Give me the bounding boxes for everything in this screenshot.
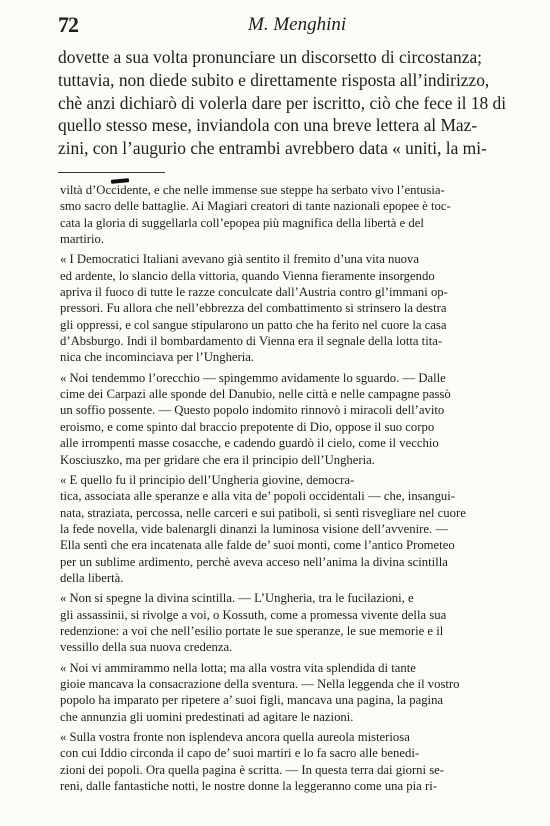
footnote-line: zioni dei popoli. Ora quella pagina è scritta. — In questa terra dai giorni se-	[60, 762, 445, 777]
footnote-line: tica, associata alle speranze e alla vita de’ popoli occidentali — che, insangui-	[60, 489, 456, 504]
footnote-paragraph	[60, 472, 528, 586]
footnote-line: viltà d’Occidente, e che nelle immense sue steppe ha serbato vivo l’entusia-	[60, 183, 445, 197]
footnote-line: ed ardente, lo slancio della vittoria, quando Vienna fieramente insorgendo	[60, 268, 435, 283]
footnote-line: cime dei Carpazi alle sponde del Danubio, nelle città e nelle campagne passò	[60, 387, 451, 402]
main-text-line: dovette a sua volta pronunciare un discorsetto di circostanza;	[58, 47, 482, 67]
footnote-paragraph	[60, 370, 528, 468]
footnote-line: con cui Iddio circonda il capo de’ suoi martiri e lo fa sacro alle benedi-	[60, 746, 420, 761]
footnote-line: popolo ha imparato per ripetere a’ suoi figli, mancava una pagina, la pagina	[60, 693, 444, 708]
footnote-rule	[58, 172, 165, 173]
footnote-line: « Noi tendemmo l’orecchio — spingemmo avidamente lo sguardo. — Dalle	[60, 370, 446, 385]
footnote-paragraph	[60, 251, 528, 365]
footnote-line: martirio.	[60, 232, 105, 247]
footnote-line: « Noi vi ammirammo nella lotta; ma alla vostra vita splendida di tante	[60, 660, 416, 675]
page-number: 72	[58, 12, 78, 37]
footnote-line: « I Democratici Italiani avevano già sentito il fremito d’una vita nuova	[60, 252, 420, 267]
footnote-line: la fede novella, vide balenargli dinanzi la luminosa visione dell’avvenire. —	[60, 521, 449, 536]
footnotes	[60, 182, 528, 794]
footnote-line: alle irrompenti masse cosacche, e cadendo guardò il cielo, come il vecchio	[60, 436, 439, 451]
footnote-line: per un sublime ardimento, perchè aveva acceso nell’anima la divina scintilla	[60, 554, 448, 569]
footnote-line: gioie mancava la consacrazione della sventura. — Nella leggenda che il vostro	[60, 676, 460, 691]
footnote-line: reni, dalle fantastiche notti, le nostre donne la leggeranno come una pia ri-	[60, 779, 437, 794]
main-text-line: chè anzi dichiarò di volerla dare per iscritto, ciò che fece il 18 di	[58, 92, 507, 113]
footnote-line: Ella sentì che era incatenata alle falde de’ suoi monti, come l’antico Prometeo	[60, 538, 455, 553]
main-text-line: zini, con l’augurio che entrambi avrebbero data « uniti, la mi-	[58, 138, 487, 159]
footnote-line: gli assassinii, si rivolge a voi, o Kossuth, come a promessa vivente della sua	[60, 607, 447, 622]
footnote-line: Kosciuszko, ma per gridare che era il principio dell’Ungheria.	[60, 452, 375, 467]
footnote-paragraph	[60, 590, 528, 655]
footnote-paragraph	[60, 660, 528, 725]
footnote-line: cata la gloria di suggellarla coll’epopea più magnifica della libertà e del	[60, 215, 424, 230]
footnote-line: eroismo, e come spinto dal braccio prepotente di Dio, oppose il suo corpo	[60, 419, 435, 434]
footnote-line: che annunzia gli uomini predestinati ad agitare le nazioni.	[60, 709, 354, 724]
main-text	[58, 46, 528, 160]
footnote-line: pressori. Fu allora che nell’ebbrezza del combattimento si strinsero la destra	[60, 301, 447, 316]
footnote-paragraph	[60, 182, 528, 247]
footnote-line: gli oppressi, e col sangue stipularono un patto che ha ferito nel cuore la casa	[60, 317, 447, 332]
main-text-line: tuttavia, non diede subito e direttamente risposta all’indirizzo,	[58, 69, 490, 90]
page-header	[58, 12, 524, 42]
footnote-line: nica che incominciava per l’Ungheria.	[60, 350, 255, 365]
footnote-line: d’Absburgo. Indi il bombardamento di Vienna era il segnale della lotta tita-	[60, 334, 443, 349]
footnote-line: apriva il fuoco di tutte le razze conculcate dall’Austria contro gl’immani op-	[60, 285, 448, 300]
footnote-line: « E quello fu il principio dell’Ungheria giovine, democra-	[60, 472, 355, 487]
footnote-paragraph	[60, 729, 528, 794]
footnote-line: « Sulla vostra fronte non isplendeva ancora quella aureola misteriosa	[60, 730, 410, 744]
footnote-line: redenzione: a voi che nell’esilio portate le sue speranze, le sue memorie e il	[60, 623, 444, 638]
footnote-line: della libertà.	[60, 570, 124, 585]
running-head: M. Menghini	[248, 14, 347, 35]
footnote-line: nata, straziata, percossa, nelle carceri e sui patiboli, si sentì risvegliare nel cuore	[60, 505, 466, 520]
main-text-line: quello stesso mese, inviandola con una breve lettera al Maz-	[58, 115, 478, 136]
footnote-line: vessillo della sua nuova credenza.	[60, 640, 233, 655]
footnote-line: « Non si spegne la divina scintilla. — L’Ungheria, tra le fucilazioni, e	[60, 591, 414, 606]
footnote-line: smo sacro delle battaglie. Ai Magiari creatori di tante nazionali epopee è toc-	[60, 199, 451, 214]
footnote-line: un soffio possente. — Questo popolo indomito rinnovò i miracoli dell’avito	[60, 403, 445, 418]
